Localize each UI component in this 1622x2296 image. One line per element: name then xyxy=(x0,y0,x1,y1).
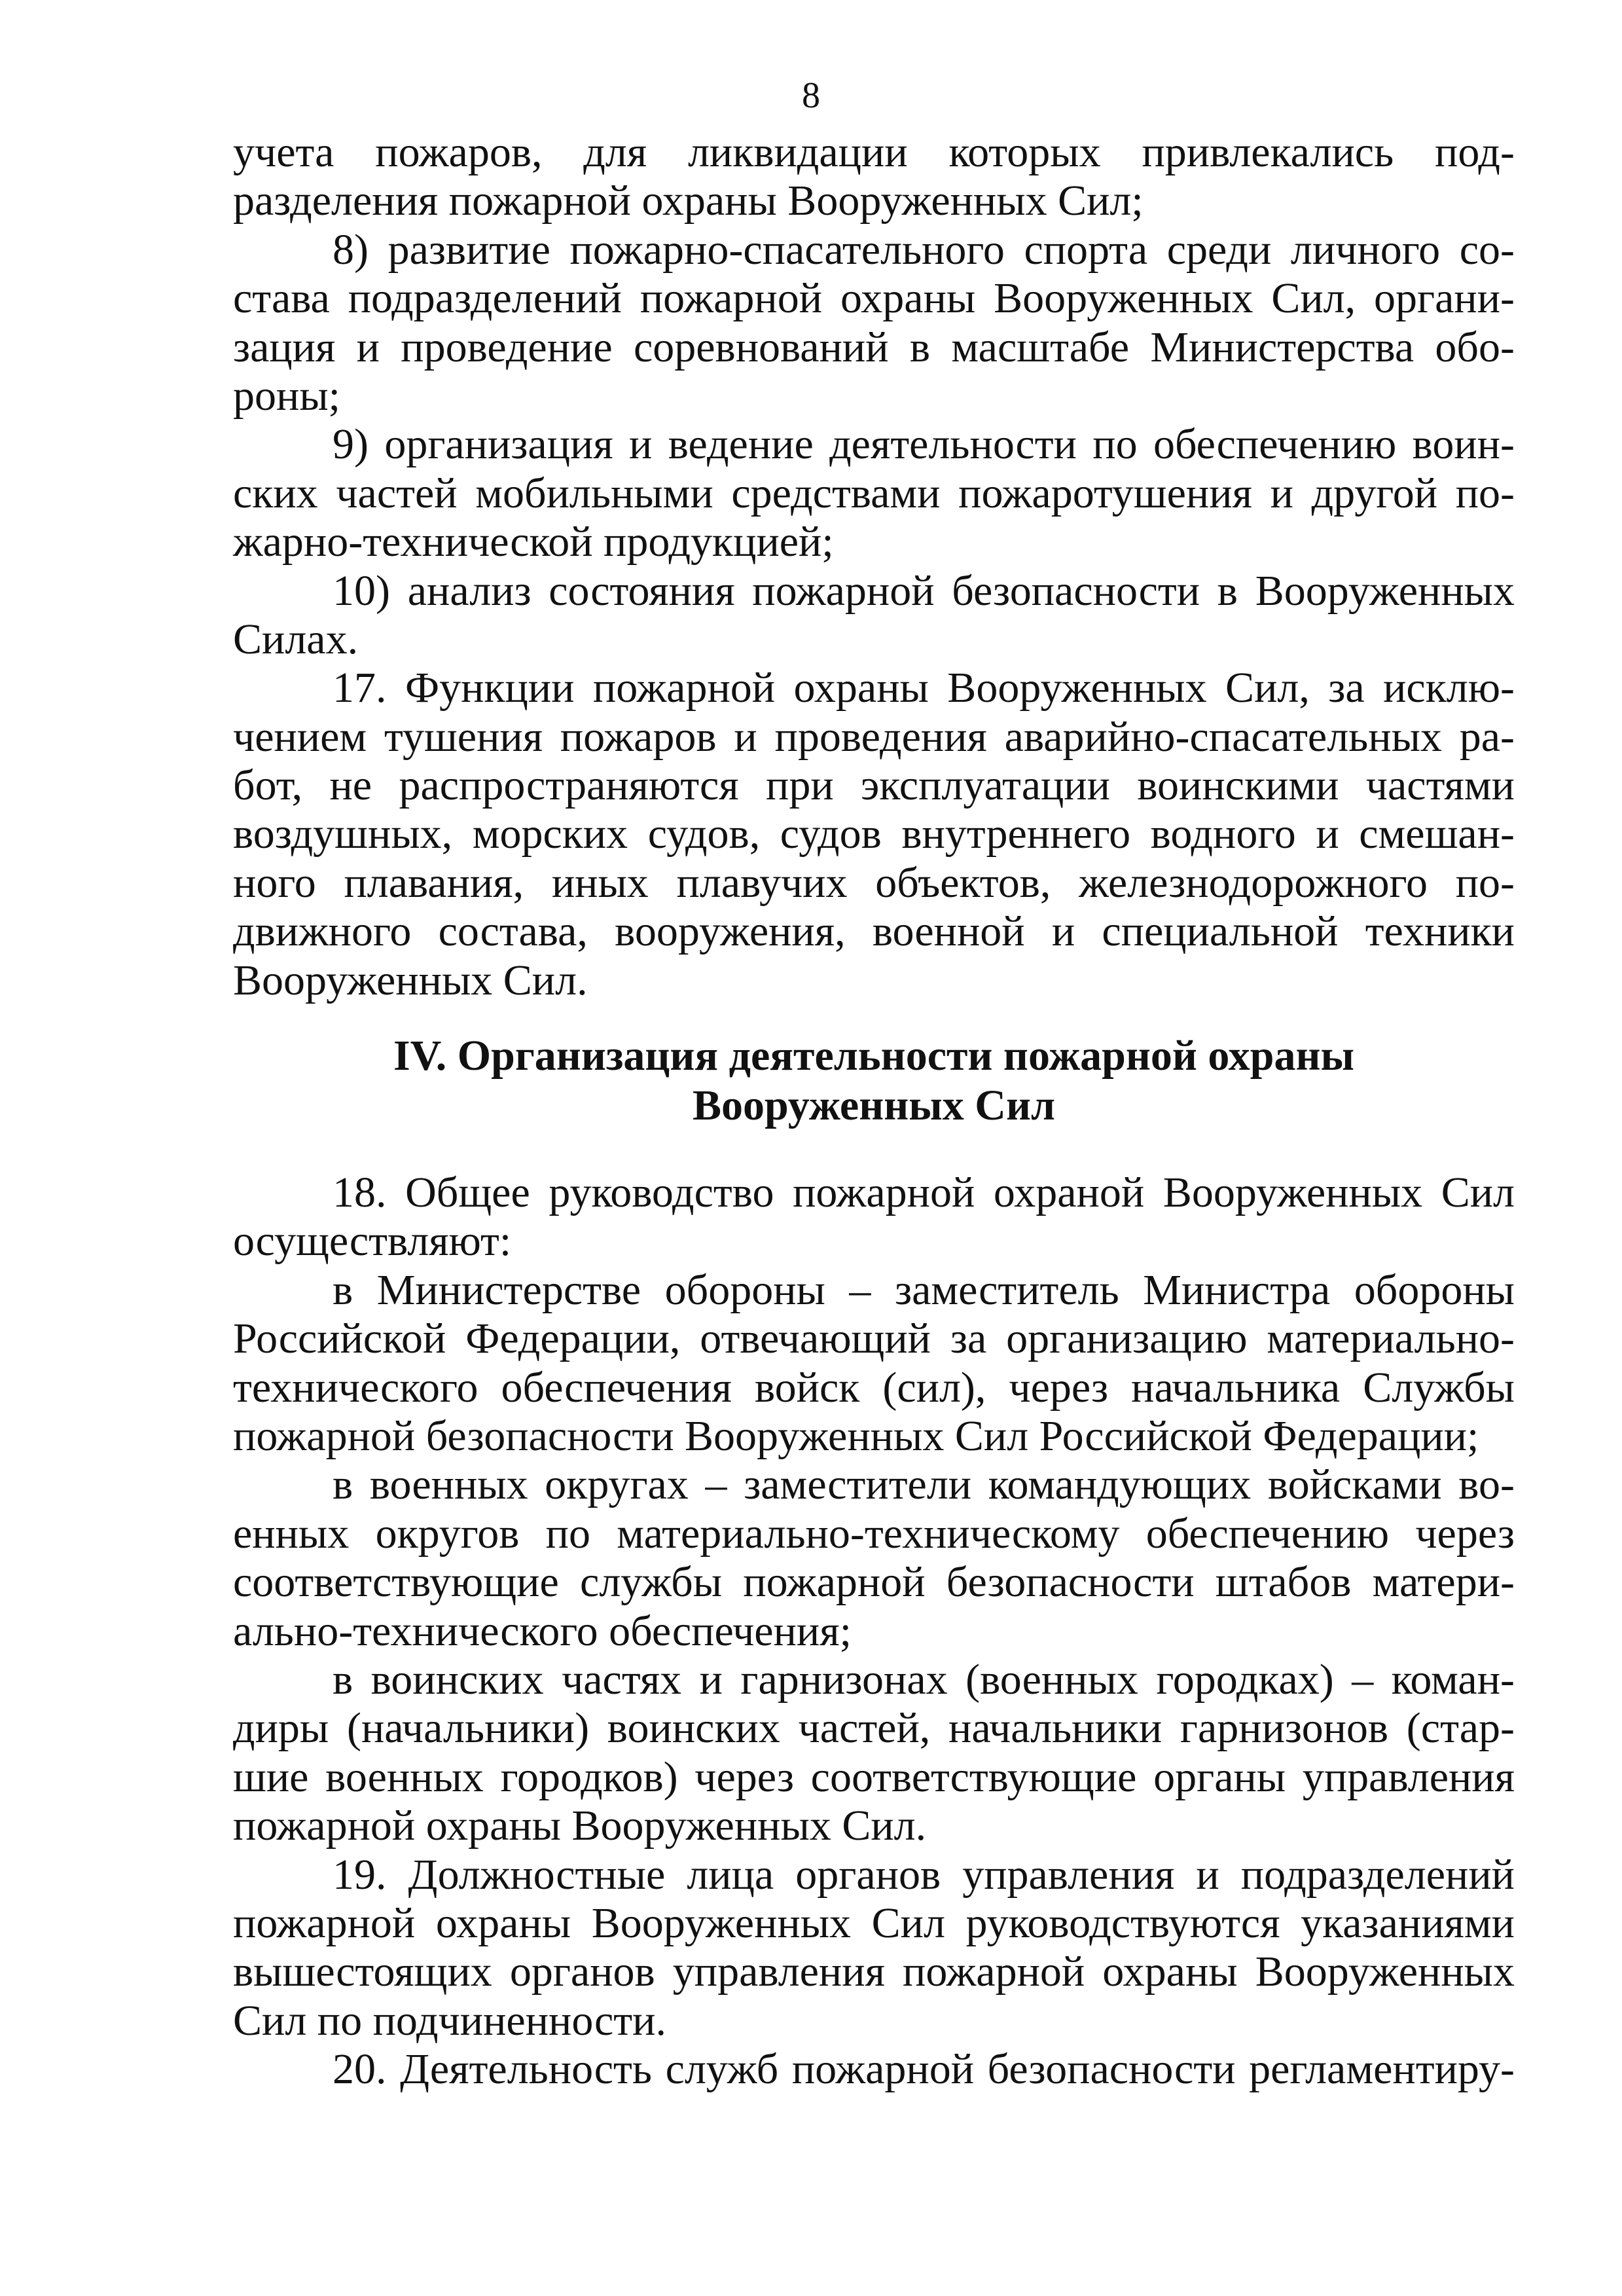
text-line: зация и проведение соревнований в масштабе Министерства обо- xyxy=(233,323,1515,371)
text-line: разделения пожарной охраны Вооруженных Сил; xyxy=(233,177,1144,225)
section-heading xyxy=(233,1005,1515,1169)
text-line: 9) организация и ведение деятельности по обеспечению воин- xyxy=(333,420,1515,469)
text-line: чением тушения пожаров и проведения аварийно-спасательных ра- xyxy=(233,712,1515,761)
text-line: пожарной безопасности Вооруженных Сил Российской Федерации; xyxy=(233,1412,1479,1460)
text-after-heading xyxy=(233,1169,1515,2094)
text-line: пожарной охраны Вооруженных Сил. xyxy=(233,1802,927,1850)
text-line: технического обеспечения войск (сил), через начальника Службы xyxy=(233,1363,1515,1412)
text-line: 10) анализ состояния пожарной безопасности в Вооруженных xyxy=(333,566,1515,615)
text-line: 18. Общее руководство пожарной охраной Вооруженных Сил xyxy=(333,1169,1515,1217)
text-line: 17. Функции пожарной охраны Вооруженных Сил, за исклю- xyxy=(333,664,1515,712)
text-line: бот, не распространяются при эксплуатации воинскими частями xyxy=(233,761,1515,810)
text-line: Российской Федерации, отвечающий за организацию материально- xyxy=(233,1315,1515,1363)
text-line: ально-технического обеспечения; xyxy=(233,1607,852,1655)
text-line: в Министерстве обороны – заместитель Министра обороны xyxy=(333,1266,1515,1314)
text-line: шие военных городков) через соответствующие органы управления xyxy=(233,1753,1515,1801)
text-line: движного состава, вооружения, военной и специальной техники xyxy=(233,907,1515,956)
text-line: ских частей мобильными средствами пожаротушения и другой по- xyxy=(233,469,1515,517)
text-before-heading xyxy=(233,128,1515,1005)
text-line: пожарной охраны Вооруженных Сил руководствуются указаниями xyxy=(233,1899,1515,1947)
text-line: диры (начальники) воинских частей, начальники гарнизонов (стар- xyxy=(233,1704,1515,1753)
text-line: 8) развитие пожарно-спасательного спорта среди личного со- xyxy=(333,225,1515,274)
document-body xyxy=(233,128,1515,2094)
text-line: Силах. xyxy=(233,615,359,663)
text-line: Сил по подчиненности. xyxy=(233,1996,666,2045)
text-line: учета пожаров, для ликвидации которых привлекались под- xyxy=(233,128,1515,176)
text-line: в воинских частях и гарнизонах (военных городках) – коман- xyxy=(333,1655,1515,1704)
text-line: Вооруженных Сил. xyxy=(233,956,588,1004)
text-line: жарно-технической продукцией; xyxy=(233,518,834,566)
section-heading-line-2: Вооруженных Сил xyxy=(692,1082,1056,1130)
text-line: воздушных, морских судов, судов внутреннего водного и смешан- xyxy=(233,810,1515,858)
text-line: вышестоящих органов управления пожарной охраны Вооруженных xyxy=(233,1948,1515,1996)
text-line: роны; xyxy=(233,371,341,420)
section-heading-line-1: IV. Организация деятельности пожарной охраны xyxy=(393,1032,1355,1080)
text-line: 19. Должностные лица органов управления и подразделений xyxy=(333,1850,1515,1899)
text-line: енных округов по материально-техническому обеспечению через xyxy=(233,1509,1515,1558)
text-line: 20. Деятельность служб пожарной безопасности регламентиру- xyxy=(333,2045,1515,2094)
text-line: соответствующие службы пожарной безопасности штабов матери- xyxy=(233,1558,1515,1607)
text-line: става подразделений пожарной охраны Вооруженных Сил, органи- xyxy=(233,274,1515,323)
text-line: ного плавания, иных плавучих объектов, железнодорожного по- xyxy=(233,858,1515,907)
page-number: 8 xyxy=(802,75,820,116)
text-line: в военных округах – заместители командующих войсками во- xyxy=(333,1461,1515,1509)
text-line: осуществляют: xyxy=(233,1217,512,1266)
